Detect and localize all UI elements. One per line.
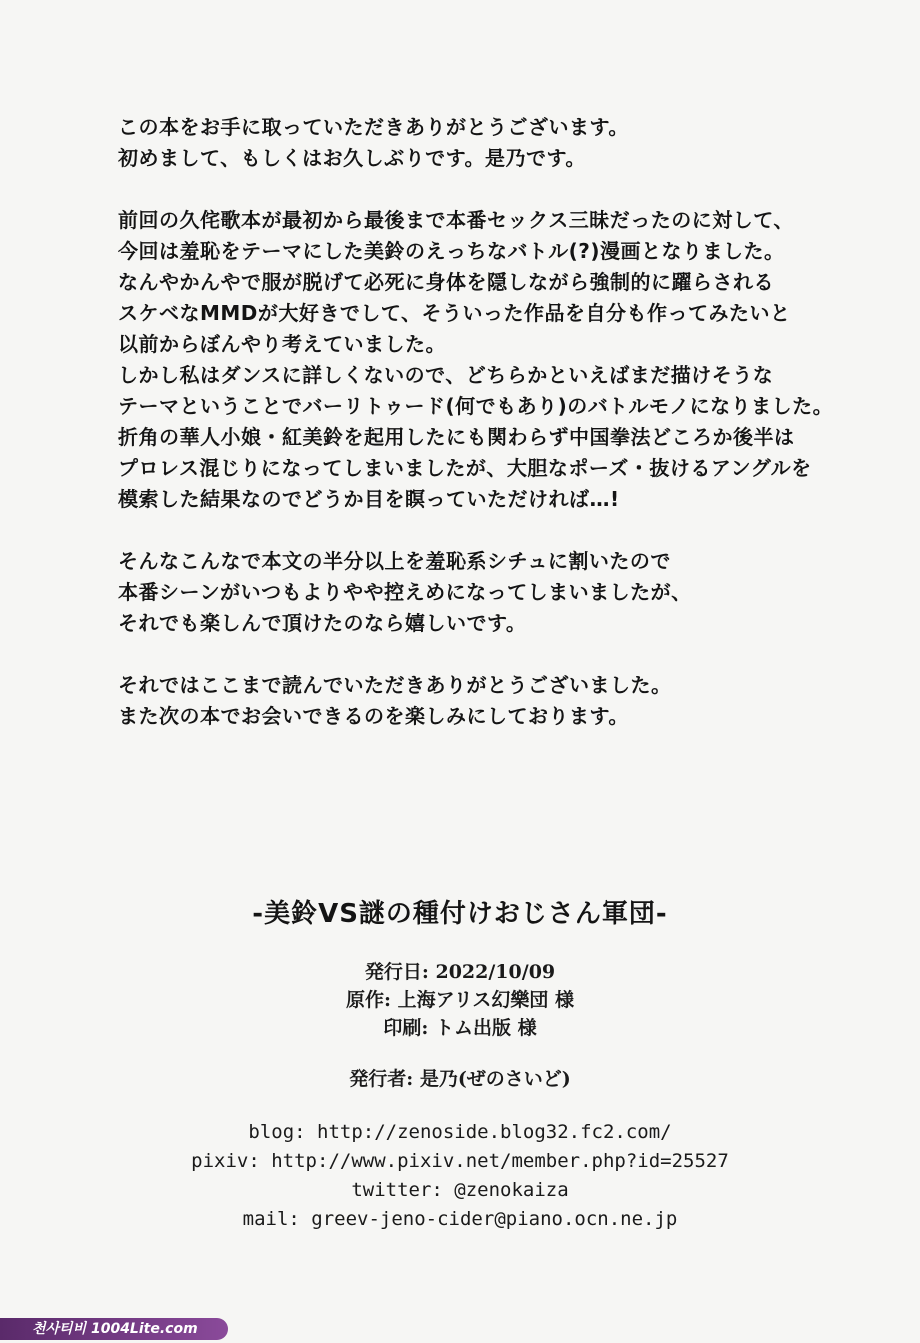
afterword-paragraph-1 <box>118 112 838 174</box>
text-line: それではここまで読んでいただきありがとうございました。 <box>118 673 672 697</box>
text-line: スケベなMMDが大好きでして、そういった作品を自分も作ってみたいと <box>118 301 791 325</box>
original-work-credit: 原作: 上海アリス幻樂団 様 <box>345 989 575 1011</box>
text-line: プロレス混じりになってしまいましたが、大胆なポーズ・抜けるアングルを <box>118 456 812 480</box>
twitter-handle: twitter: @zenokaiza <box>351 1179 569 1201</box>
printer-credit: 印刷: トム出版 様 <box>383 1017 537 1039</box>
text-line: 以前からぼんやり考えていました。 <box>118 332 446 356</box>
afterword-text <box>118 112 838 763</box>
issue-date: 発行日: 2022/10/09 <box>364 961 556 983</box>
text-line: それでも楽しんで頂けたのなら嬉しいです。 <box>118 611 527 635</box>
text-line: しかし私はダンスに詳しくないので、どちらかといえばまだ描けそうな <box>118 363 774 387</box>
text-line: 折角の華人小娘・紅美鈴を起用したにも関わらず中国拳法どころか後半は <box>118 425 795 449</box>
text-line: 前回の久侘歌本が最初から最後まで本番セックス三昧だったのに対して、 <box>118 208 794 232</box>
contact-links <box>0 1118 920 1234</box>
text-line: なんやかんやで服が脱げて必死に身体を隠しながら強制的に躍らされる <box>118 270 774 294</box>
publisher-credit: 発行者: 是乃(ぜのさいど) <box>349 1068 571 1090</box>
afterword-paragraph-4 <box>118 670 838 732</box>
text-line: そんなこんなで本文の半分以上を羞恥系シチュに割いたので <box>118 549 671 573</box>
site-watermark-badge <box>0 1318 228 1340</box>
colophon <box>0 958 920 1042</box>
pixiv-link: pixiv: http://www.pixiv.net/member.php?id=25527 <box>191 1150 729 1172</box>
text-line: また次の本でお会いできるのを楽しみにしております。 <box>118 704 629 728</box>
text-line: 今回は羞恥をテーマにした美鈴のえっちなバトル(?)漫画となりました。 <box>118 239 785 263</box>
text-line: この本をお手に取っていただきありがとうございます。 <box>118 115 629 139</box>
book-title: -美鈴VS謎の種付けおじさん軍団- <box>252 899 668 929</box>
afterword-paragraph-3 <box>118 546 838 639</box>
text-line: 本番シーンがいつもよりやや控えめになってしまいましたが、 <box>118 580 692 604</box>
mail-address: mail: greev-jeno-cider@piano.ocn.ne.jp <box>242 1208 678 1230</box>
text-line: 初めまして、もしくはお久しぶりです。是乃です。 <box>118 146 586 170</box>
text-line: 模索した結果なのでどうか目を瞑っていただければ…! <box>118 487 620 511</box>
watermark-text: 천사티비 1004Lite.com <box>32 1321 198 1337</box>
afterword-paragraph-2 <box>118 205 838 515</box>
text-line: テーマということでバーリトゥード(何でもあり)のバトルモノになりました。 <box>118 394 834 418</box>
blog-link: blog: http://zenoside.blog32.fc2.com/ <box>248 1121 672 1143</box>
